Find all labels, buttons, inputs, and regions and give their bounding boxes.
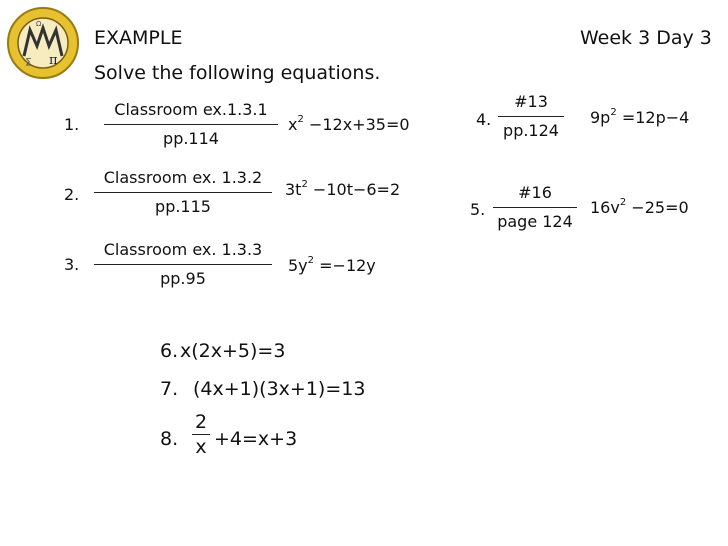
equation-term: 16v — [590, 198, 620, 217]
exponent: 2 — [301, 179, 308, 190]
source-fraction — [493, 183, 577, 232]
fraction-bar — [192, 434, 210, 435]
fraction-numerator: 2 — [194, 411, 208, 433]
problem-number: 5. — [470, 200, 486, 219]
source-reference: Classroom ex. 1.3.3 — [103, 240, 263, 259]
equation-term: x — [288, 115, 298, 134]
source-page: pp.114 — [163, 129, 219, 148]
equation — [590, 198, 689, 217]
equation-rest: −12x+35=0 — [308, 115, 410, 134]
fraction-denominator: x — [195, 436, 207, 458]
fraction-bar — [104, 124, 278, 125]
exponent: 2 — [610, 107, 617, 118]
fraction-bar — [94, 264, 272, 265]
equation-fraction — [192, 412, 210, 457]
svg-text:Ω: Ω — [36, 20, 42, 28]
week-label: Week 3 Day 3 — [580, 27, 712, 49]
page-title: EXAMPLE — [94, 27, 183, 49]
equation-rest: =−12y — [319, 256, 376, 275]
equation-rest: =12p−4 — [621, 108, 690, 127]
department-seal-logo — [6, 6, 80, 80]
equation-rest: −10t−6=2 — [312, 180, 401, 199]
problem-number: 8. — [160, 428, 179, 450]
equation-term: 3t — [285, 180, 302, 199]
problem-number: 7. — [160, 378, 179, 400]
source-fraction — [94, 168, 272, 217]
equation — [288, 256, 376, 275]
equation-rest: −25=0 — [631, 198, 689, 217]
equation — [590, 108, 689, 127]
exponent: 2 — [297, 114, 304, 125]
equation: (4x+1)(3x+1)=13 — [193, 378, 366, 400]
source-page: pp.115 — [155, 197, 211, 216]
fraction-bar — [94, 192, 272, 193]
source-reference: #13 — [514, 92, 548, 111]
source-fraction — [104, 100, 278, 149]
source-page: pp.95 — [160, 269, 206, 288]
problem-number: 4. — [476, 110, 492, 129]
source-page: page 124 — [497, 212, 573, 231]
equation — [285, 180, 400, 199]
problem-number: 6. — [160, 340, 179, 362]
exponent: 2 — [619, 197, 627, 208]
fraction-bar — [493, 207, 577, 208]
equation: x(2x+5)=3 — [180, 340, 286, 362]
equation-term: 9p — [590, 108, 611, 127]
problem-number: 2. — [64, 185, 80, 204]
problem-number: 1. — [64, 115, 80, 134]
equation — [288, 115, 410, 134]
equation: +4=x+3 — [214, 428, 298, 450]
source-fraction — [498, 92, 564, 141]
fraction-bar — [498, 116, 564, 117]
exponent: 2 — [307, 255, 315, 266]
source-reference: #16 — [518, 183, 552, 202]
problem-number: 3. — [64, 255, 80, 274]
equation-term: 5y — [288, 256, 308, 275]
instruction-text: Solve the following equations. — [94, 62, 381, 84]
source-reference: Classroom ex. 1.3.2 — [103, 168, 263, 187]
source-fraction — [94, 240, 272, 289]
source-page: pp.124 — [503, 121, 559, 140]
svg-text:π: π — [49, 53, 58, 68]
svg-text:∑: ∑ — [26, 57, 32, 66]
source-reference: Classroom ex.1.3.1 — [114, 100, 268, 119]
